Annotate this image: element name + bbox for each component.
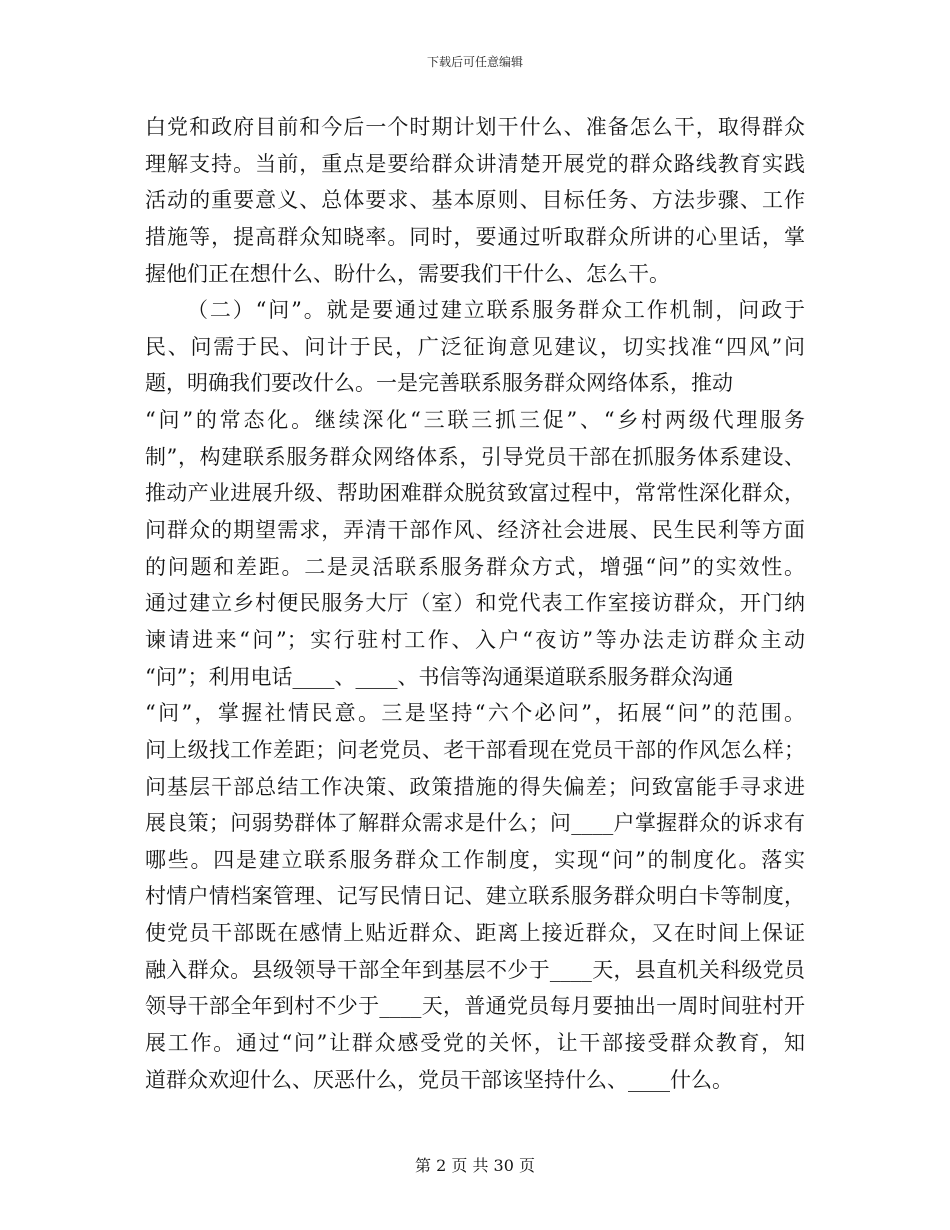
text-line: 活动的重要意义、总体要求、基本原则、目标任务、方法步骤、工作: [145, 188, 805, 213]
text-line: 白党和政府目前和今后一个时期计划干什么、准备怎么干，取得群众: [145, 115, 805, 139]
text-line: 制”，构建联系服务群众网络体系，引导党员干部在抓服务体系建设、: [145, 444, 805, 469]
text-line: 展良策；问弱势群体了解群众需求是什么；问____户掌握群众的诉求有: [145, 811, 805, 836]
paragraph: [145, 109, 805, 292]
text-line: 融入群众。县级领导干部全年到基层不少于____天，县直机关科级党员: [145, 957, 805, 982]
text-line: （二）“问”。就是要通过建立联系服务群众工作机制，问政于: [187, 298, 805, 323]
text-line: 问上级找工作差距；问老党员、老干部看现在党员干部的作风怎么样；: [145, 737, 805, 762]
text-line: “问”；利用电话____、____、书信等沟通渠道联系服务群众沟通: [145, 664, 734, 689]
text-line: 道群众欢迎什么、厌恶什么，党员干部该坚持什么、____什么。: [145, 1067, 733, 1092]
text-line: 握他们正在想什么、盼什么，需要我们干什么、怎么干。: [145, 261, 670, 286]
text-line: 措施等，提高群众知晓率。同时，要通过听取群众所讲的心里话，掌: [145, 224, 805, 249]
text-line: 问基层干部总结工作决策、政策措施的得失偏差；问致富能手寻求进: [145, 774, 805, 799]
text-line: “问”的常态化。继续深化“三联三抓三促”、“乡村两级代理服务: [145, 408, 805, 433]
text-line: 使党员干部既在感情上贴近群众、距离上接近群众，又在时间上保证: [145, 921, 805, 946]
text-line: 推动产业进展升级、帮助困难群众脱贫致富过程中，常常性深化群众，: [145, 481, 805, 506]
text-line: 村情户情档案管理、记写民情日记、建立联系服务群众明白卡等制度，: [145, 884, 805, 909]
text-line: 通过建立乡村便民服务大厅（室）和党代表工作室接访群众，开门纳: [145, 591, 805, 616]
text-line: 的问题和差距。二是灵活联系服务群众方式，增强“问”的实效性。: [145, 554, 805, 579]
page-header: 下载后可任意编辑: [426, 55, 523, 69]
text-line: 理解支持。当前，重点是要给群众讲清楚开展党的群众路线教育实践: [145, 151, 805, 176]
text-line: 问群众的期望需求，弄清干部作风、经济社会进展、民生民利等方面: [145, 518, 805, 543]
text-line: 民、问需于民、问计于民，广泛征询意见建议，切实找准“四风”问: [145, 334, 805, 359]
document-body: [145, 109, 805, 1098]
page-footer: 第 2 页 共 30 页: [415, 1156, 535, 1175]
text-line: 领导干部全年到村不少于____天，普通党员每月要抽出一周时间驻村开: [145, 994, 805, 1019]
text-line: “问”，掌握社情民意。三是坚持“六个必问”，拓展“问”的范围。: [145, 701, 805, 726]
text-line: 谏请进来“问”；实行驻村工作、入户“夜访”等办法走访群众主动: [145, 627, 805, 652]
text-line: 题，明确我们要改什么。一是完善联系服务群众网络体系，推动: [145, 371, 733, 396]
paragraph: [145, 292, 805, 1098]
text-line: 哪些。四是建立联系服务群众工作制度，实现“问”的制度化。落实: [145, 847, 805, 872]
text-line: 展工作。通过“问”让群众感受党的关怀，让干部接受群众教育，知: [145, 1031, 805, 1056]
